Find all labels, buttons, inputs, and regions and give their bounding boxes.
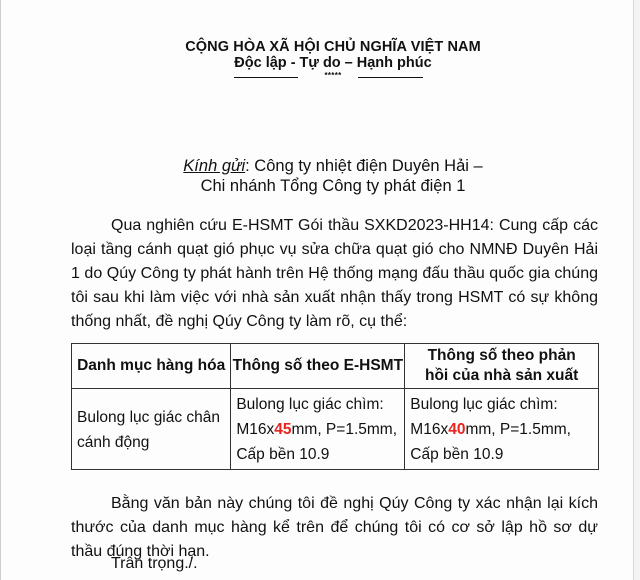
decorative-stars: *****: [324, 71, 342, 80]
ehsmt-size-prefix: M16x: [236, 421, 275, 438]
manufacturer-size-suffix: mm, P=1.5mm,: [465, 421, 571, 438]
table-header-row: [72, 344, 599, 389]
recipient-company: Công ty nhiệt điện Duyên Hải –: [254, 157, 483, 175]
ehsmt-size-suffix: mm, P=1.5mm,: [291, 421, 398, 438]
ehsmt-highlighted-length: 45: [274, 421, 292, 438]
page-edge-right: [633, 0, 640, 580]
page-edge-left: [0, 0, 1, 580]
ehsmt-spec-line-2: [236, 417, 399, 442]
intro-paragraph-text: Qua nghiên cứu E-HSMT Gói thầu SXKD2023-HH14: Cung cấp các loại tầng cánh quạt gió phục vụ sửa chữa quạt gió cho NMNĐ Duyên Hải 1 do Qúy Công ty phát hành trên Hệ thống mạng đấu thầu quốc gia chúng tôi sau khi làm việc với nhà sản xuất nhận thấy trong HSMT có sự không thống nhất, đề nghị Qúy Công ty làm rõ, cụ thể:: [71, 217, 598, 330]
manufacturer-spec-line-2: [410, 417, 593, 442]
manufacturer-highlighted-length: 40: [448, 421, 466, 438]
specification-table: [71, 343, 599, 470]
decorative-rule-right: [358, 77, 423, 78]
recipient-block: [0, 156, 640, 196]
intro-paragraph: [71, 214, 598, 334]
recipient-separator: :: [245, 157, 255, 175]
recipient-label: Kính gửi: [183, 157, 246, 175]
manufacturer-size-prefix: M16x: [410, 421, 449, 438]
national-motto: Độc lập - Tự do – Hạnh phúc: [234, 55, 432, 71]
header-manufacturer-spec: Thông số theo phản hồi của nhà sản xuất: [405, 344, 599, 389]
item-name-text: Bulong lục giác chân cánh động: [77, 408, 221, 451]
recipient-line-2: Chi nhánh Tổng Công ty phát điện 1: [200, 177, 466, 195]
cell-item-name: [72, 389, 231, 470]
ehsmt-spec-line-3: Cấp bền 10.9: [236, 446, 330, 463]
ehsmt-spec-line-1: Bulong lục giác chìm:: [236, 396, 384, 413]
header-ehsmt-spec: Thông số theo E-HSMT: [231, 344, 405, 389]
header-item-category: Danh mục hàng hóa: [72, 344, 231, 389]
recipient-line-1: [0, 156, 640, 176]
table-row: [72, 389, 599, 470]
signoff: Trân trọng./.: [111, 555, 198, 572]
cell-ehsmt-spec: [231, 389, 405, 470]
manufacturer-spec-line-1: Bulong lục giác chìm:: [410, 396, 558, 413]
manufacturer-spec-line-3: Cấp bền 10.9: [410, 446, 504, 463]
cell-manufacturer-spec: [405, 389, 599, 470]
national-title: CỘNG HÒA XÃ HỘI CHỦ NGHĨA VIỆT NAM: [185, 39, 481, 55]
closing-paragraph-text: Bằng văn bản này chúng tôi đề nghị Qúy Công ty xác nhận lại kích thước của danh mục hàng kể trên để chúng tôi có cơ sở lập hồ sơ dự thầu đúng thời hạn.: [71, 495, 598, 560]
